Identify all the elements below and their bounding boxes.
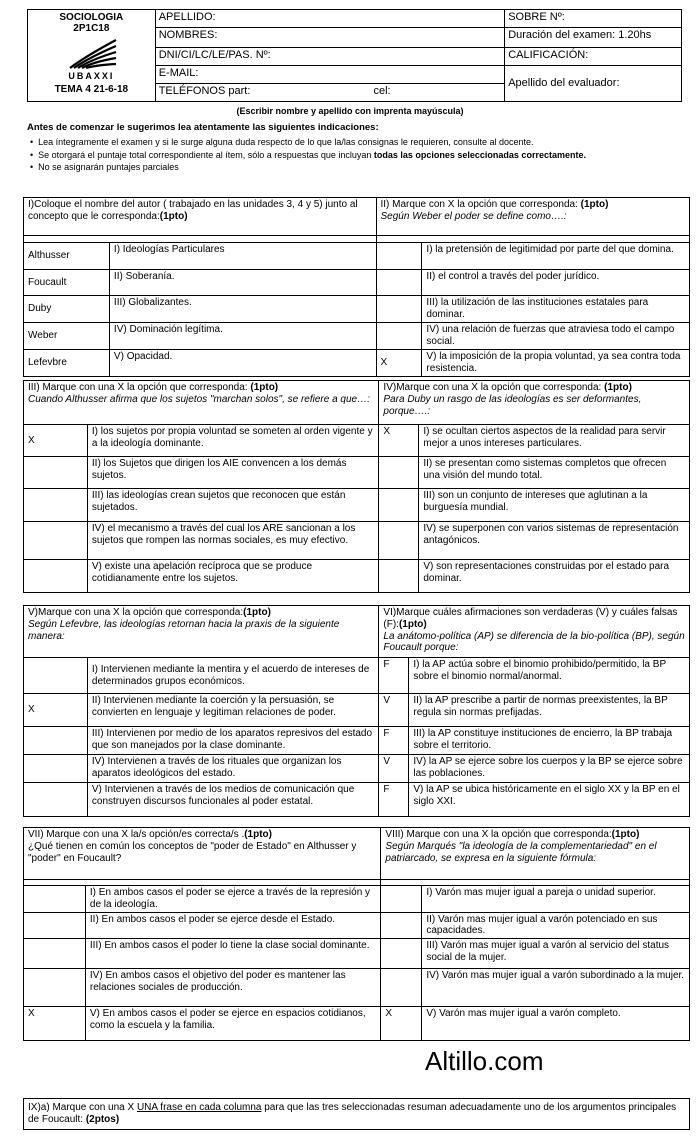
- q2-mark-cell[interactable]: [376, 296, 422, 323]
- q5-option: III) Intervienen por medio de los aparatos represivos del estado que son manejados por la clase dominante.: [87, 727, 379, 755]
- q3-mark-cell[interactable]: [24, 457, 88, 489]
- intro-text: Antes de comenzar le sugerimos lea atentamente las siguientes indicaciones:: [27, 122, 379, 133]
- q3-option: I) los sujetos por propia voluntad se someten al orden vigente y a la ideología dominante.: [87, 425, 379, 457]
- q8-option: V) Varón mas mujer igual a varón completo.: [422, 1007, 690, 1041]
- field-sobre[interactable]: SOBRE Nº:: [505, 10, 682, 28]
- q8-mark-cell[interactable]: [381, 886, 422, 913]
- q3-option: IV) el mecanismo a través del cual los ARE sancionan a los sujetos que rompen las normas sociales, es muy efectivo.: [87, 522, 379, 560]
- q5-mark-cell[interactable]: [24, 783, 88, 817]
- tema-label: TEMA 4 21-6-18: [54, 84, 129, 95]
- instruction-1: • Lea íntegramente el examen y si le surge alguna duda respecto de lo que la/las consignas le requieren, consulte al docente.: [30, 137, 670, 148]
- q5-mark-cell[interactable]: X: [24, 694, 88, 727]
- q2-option: V) la imposición de la propia voluntad, ya sea contra toda resistencia.: [422, 350, 690, 377]
- field-calificacion[interactable]: CALIFICACIÓN:: [505, 48, 682, 66]
- q5-mark-cell[interactable]: [24, 755, 88, 783]
- instruction-2: • Se otorgará el puntaje total correspondiente al ítem, sólo a respuestas que incluyan todas las opciones seleccionadas correctamente.: [30, 150, 670, 161]
- q5-option: I) Intervienen mediante la mentira y el acuerdo de intereses de determinados grupos económicos.: [87, 658, 379, 694]
- subtitle: (Escribir nombre y apellido con imprenta mayúscula): [236, 106, 464, 116]
- q2-mark-cell[interactable]: [376, 270, 422, 296]
- course-code: 2P1C18: [73, 23, 110, 34]
- q3-mark-cell[interactable]: [24, 522, 88, 560]
- q1-author-cell[interactable]: Duby: [24, 296, 110, 323]
- q7-option: V) En ambos casos el poder se ejerce en espacios cotidianos, como la escuela y la familia.: [85, 1007, 381, 1041]
- q8-option: II) Varón mas mujer igual a varón potenciado en sus capacidades.: [422, 912, 690, 939]
- q7-mark-cell[interactable]: [24, 969, 86, 1007]
- questions-5-6: [23, 605, 690, 817]
- watermark-text: Altillo.com: [425, 1046, 544, 1076]
- ubaxxi-logo-icon: [66, 38, 120, 70]
- q6-option: IV) la AP se ejerce sobre los cuerpos y la BP se ejerce sobre las poblaciones.: [409, 755, 690, 783]
- q3-option: II) los Sujetos que dirigen los AIE convencen a los demás sujetos.: [87, 457, 379, 489]
- q1-concept: I) Ideologías Particulares: [109, 243, 376, 270]
- q7-option: I) En ambos casos el poder se ejerce a través de la represión y de la ideología.: [85, 886, 381, 913]
- q8-option: IV) Varón mas mujer igual a varón subordinado a la mujer.: [422, 969, 690, 1007]
- q1-author-cell[interactable]: Foucault: [24, 270, 110, 296]
- q1-author-cell[interactable]: Althusser: [24, 243, 110, 270]
- q7-option: III) En ambos casos el poder lo tiene la clase social dominante.: [85, 939, 381, 969]
- q7-mark-cell[interactable]: [24, 912, 86, 939]
- q9-header: IX)a) Marque con una X UNA frase en cada columna para que las tres seleccionadas resuman adecuadamente uno de los argumentos principales de Foucault: (2ptos): [23, 1098, 690, 1130]
- q2-option: II) el control a través del poder jurídico.: [422, 270, 690, 296]
- q2-mark-cell[interactable]: [376, 323, 422, 350]
- q4-mark-cell[interactable]: [379, 489, 419, 522]
- field-dni[interactable]: DNI/CI/LC/LE/PAS. Nº:: [155, 48, 505, 66]
- q5-option: IV) Intervienen a través de los rituales que organizan los aparatos ideológicos del estado.: [87, 755, 379, 783]
- q4-option: V) son representaciones construidas por el estado para dominar.: [419, 560, 690, 593]
- questions-7-8: [23, 827, 690, 1041]
- q4-mark-cell[interactable]: [379, 457, 419, 489]
- q6-option: II) la AP prescribe a partir de normas preexistentes, la BP regula sin normas prefijadas.: [409, 694, 690, 727]
- q4-option: II) se presentan como sistemas completos que ofrecen una visión del mundo total.: [419, 457, 690, 489]
- q5-option: V) Intervienen a través de los medios de comunicación que construyen discursos funcionales al poder estatal.: [87, 783, 379, 817]
- q8-mark-cell[interactable]: X: [381, 1007, 422, 1041]
- q7-mark-cell[interactable]: [24, 939, 86, 969]
- q3-mark-cell[interactable]: [24, 489, 88, 522]
- q5-option: II) Intervienen mediante la coerción y la persuasión, se convierten en lenguaje y legitiman relaciones de poder.: [87, 694, 379, 727]
- q6-mark-cell[interactable]: F: [379, 727, 409, 755]
- q2-option: III) la utilización de las instituciones estatales para dominar.: [422, 296, 690, 323]
- logo-cell: [28, 10, 156, 102]
- q2-mark-cell[interactable]: X: [376, 350, 422, 377]
- field-telefonos[interactable]: [155, 84, 505, 102]
- q4-header: IV)Marque con una X la opción que corresponda: (1pto) Para Duby un rasgo de las ideologías es ser deformantes, porque….:: [379, 381, 690, 425]
- q2-option: I) la pretensión de legitimidad por parte del que domina.: [422, 243, 690, 270]
- q8-mark-cell[interactable]: [381, 939, 422, 969]
- q6-mark-cell[interactable]: V: [379, 755, 409, 783]
- q4-mark-cell[interactable]: X: [379, 425, 419, 457]
- q4-mark-cell[interactable]: [379, 522, 419, 560]
- q4-option: III) son un conjunto de intereses que aglutinan a la burguesía mundial.: [419, 489, 690, 522]
- telefonos-label: TELÉFONOS part:: [158, 85, 251, 97]
- instruction-3: • No se asignarán puntajes parciales: [30, 162, 670, 173]
- field-nombres[interactable]: NOMBRES:: [155, 28, 505, 48]
- q7-header: VII) Marque con una X la/s opción/es correcta/s .(1pto) ¿Qué tienen en común los conceptos de "poder de Estado" en Althusser y "poder" en Foucault?: [24, 828, 381, 880]
- q6-option: I) la AP actúa sobre el binomio prohibido/permitido, la BP sobre el binomio normal/anormal.: [409, 658, 690, 694]
- q3-option: V) existe una apelación recíproca que se produce cotidianamente entre los sujetos.: [87, 560, 379, 593]
- q7-option: IV) En ambos casos el objetivo del poder es mantener las relaciones sociales de producción.: [85, 969, 381, 1007]
- q4-mark-cell[interactable]: [379, 560, 419, 593]
- q3-option: III) las ideologías crean sujetos que reconocen que están sujetados.: [87, 489, 379, 522]
- q7-mark-cell[interactable]: [24, 886, 86, 913]
- field-email[interactable]: E-MAIL:: [155, 66, 505, 84]
- q1-concept: V) Opacidad.: [109, 350, 376, 377]
- q5-mark-cell[interactable]: [24, 658, 88, 694]
- cel-label: cel:: [373, 85, 391, 97]
- q8-option: III) Varón mas mujer igual a varón al servicio del status social de la mujer.: [422, 939, 690, 969]
- field-apellido[interactable]: APELLIDO:: [155, 10, 505, 28]
- q1-author-cell[interactable]: Lefevbre: [24, 350, 110, 377]
- q1-concept: IV) Dominación legítima.: [109, 323, 376, 350]
- q4-option: I) se ocultan ciertos aspectos de la realidad para servir mejor a unos intereses particulares.: [419, 425, 690, 457]
- questions-1-2: [23, 197, 690, 377]
- q7-option: II) En ambos casos el poder se ejerce desde el Estado.: [85, 912, 381, 939]
- instructions-list: [30, 137, 670, 175]
- q6-header: VI)Marque cuáles afirmaciones son verdaderas (V) y cuáles falsas (F):(1pto) La anátomo-política (AP) se diferencia de la bio-política (BP), según Foucault porque:: [379, 606, 690, 658]
- q2-mark-cell[interactable]: [376, 243, 422, 270]
- field-evaluador[interactable]: Apellido del evaluador:: [505, 66, 682, 102]
- q3-mark-cell[interactable]: X: [24, 425, 88, 457]
- q2-header: II) Marque con X la opción que corresponda: (1pto) Según Weber el poder se define como….:: [376, 198, 690, 236]
- q8-option: I) Varón mas mujer igual a pareja o unidad superior.: [422, 886, 690, 913]
- course-name: SOCIOLOGIA: [59, 12, 124, 23]
- q3-header: III) Marque con una X la opción que corresponda: (1pto) Cuando Althusser afirma que los sujetos "marchan solos", se refiere a que…:: [24, 381, 379, 425]
- q5-header: V)Marque con una X la opción que corresponda:(1pto) Según Lefevbre, las ideologías retornan hacia la praxis de la siguiente manera:: [24, 606, 379, 658]
- q6-mark-cell[interactable]: F: [379, 658, 409, 694]
- q1-concept: III) Globalizantes.: [109, 296, 376, 323]
- q6-option: V) la AP se ubica históricamente en el siglo XX y la BP en el siglo XXI.: [409, 783, 690, 817]
- q1-header: I)Coloque el nombre del autor ( trabajado en las unidades 3, 4 y 5) junto al concepto que le corresponda:(1pto): [24, 198, 377, 236]
- q4-option: IV) se superponen con varios sistemas de representación antagónicos.: [419, 522, 690, 560]
- q6-option: III) la AP constituye instituciones de encierro, la BP trabaja sobre el territorio.: [409, 727, 690, 755]
- q3-mark-cell[interactable]: [24, 560, 88, 593]
- questions-3-4: [23, 380, 690, 593]
- q5-mark-cell[interactable]: [24, 727, 88, 755]
- q8-mark-cell[interactable]: [381, 912, 422, 939]
- duration-label: Duración del examen: 1.20hs: [505, 28, 682, 48]
- q6-mark-cell[interactable]: F: [379, 783, 409, 817]
- q8-header: VIII) Marque con una X la opción que corresponda:(1pto) Según Marqués "la ideología de la complementariedad" en el patriarcado, se expresa en la siguiente fórmula:: [381, 828, 690, 880]
- q1-concept: II) Soberanía.: [109, 270, 376, 296]
- q2-option: IV) una relación de fuerzas que atraviesa todo el campo social.: [422, 323, 690, 350]
- logo-text: UBAXXI: [68, 71, 115, 81]
- q8-mark-cell[interactable]: [381, 969, 422, 1007]
- q7-mark-cell[interactable]: X: [24, 1007, 86, 1041]
- q1-author-cell[interactable]: Weber: [24, 323, 110, 350]
- exam-header: [27, 9, 682, 102]
- q6-mark-cell[interactable]: V: [379, 694, 409, 727]
